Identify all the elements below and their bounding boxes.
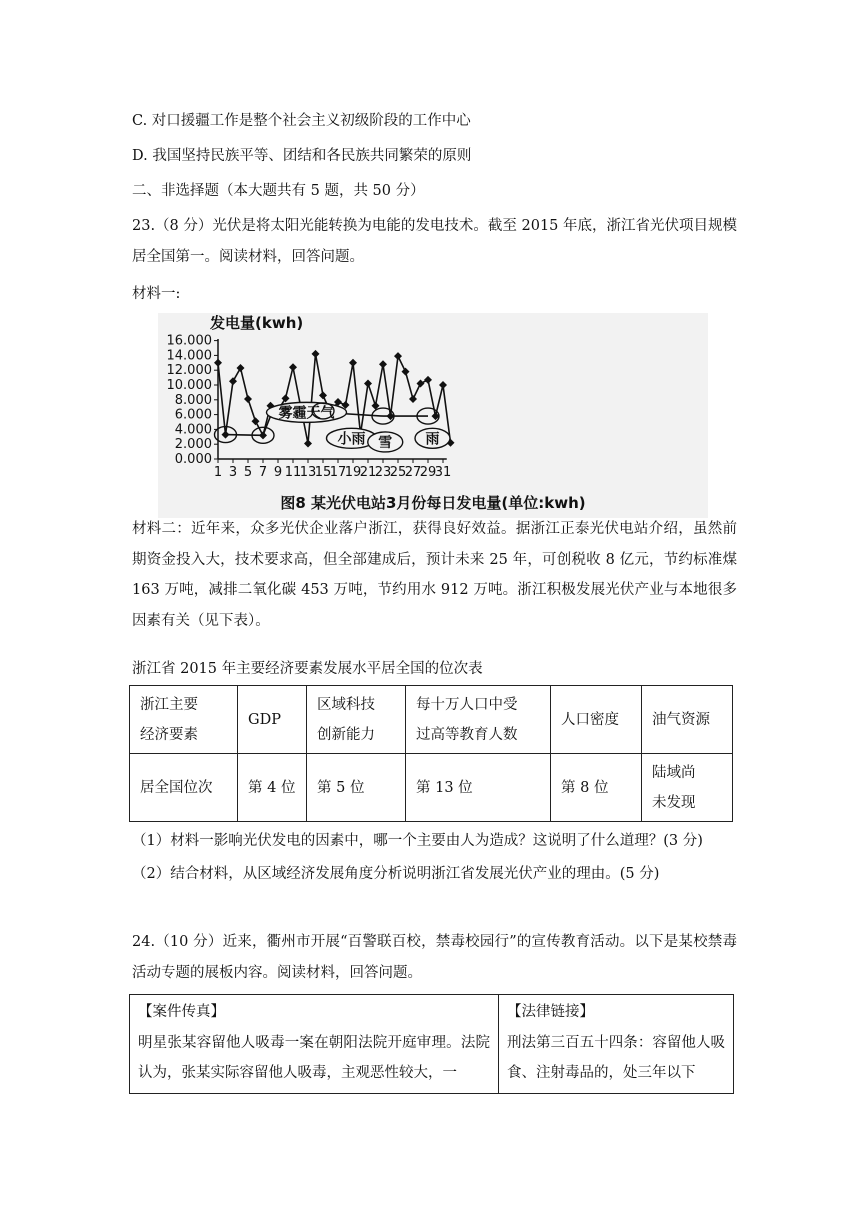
data-point xyxy=(424,376,432,384)
data-point xyxy=(289,363,297,371)
data-point xyxy=(304,439,312,447)
y-tick-label: 6.000 xyxy=(174,407,212,423)
option-c: C. 对口援疆工作是整个社会主义初级阶段的工作中心 xyxy=(132,113,471,129)
x-tick-label: 1 xyxy=(213,465,223,480)
cell-text: 浙江主要 经济要素 xyxy=(140,696,198,743)
question-24-intro: 24.（10 分）近来，衢州市开展“百警联百校，禁毒校园行”的宣传教育活动。以下是某校禁毒活动专题的展板内容。阅读材料，回答问题。 xyxy=(132,934,737,981)
law-title: 【法律链接】 xyxy=(507,1004,594,1020)
data-point xyxy=(349,359,357,367)
row-cell xyxy=(642,754,733,822)
data-point xyxy=(409,395,417,403)
data-point xyxy=(244,395,252,403)
x-tick-label: 23 xyxy=(374,465,392,480)
y-tick-label: 16.000 xyxy=(166,333,212,349)
rank-table-row xyxy=(130,754,733,822)
x-tick-label: 17 xyxy=(329,465,347,480)
x-tick-label: 13 xyxy=(299,465,317,480)
row-cell xyxy=(406,754,551,822)
weather-label: 雾霾天气 xyxy=(278,405,335,422)
case-table xyxy=(129,994,734,1094)
case-cell xyxy=(130,995,499,1094)
x-tick-label: 5 xyxy=(243,465,253,480)
data-point xyxy=(439,381,447,389)
chart-caption: 图8 某光伏电站3月份每日发电量(单位:kwh) xyxy=(280,494,586,512)
cell-text: 第 8 位 xyxy=(561,779,609,796)
x-tick-label: 21 xyxy=(359,465,377,480)
data-point xyxy=(319,391,327,399)
x-tick-label: 19 xyxy=(344,465,362,480)
row-cell xyxy=(238,754,307,822)
y-tick-label: 4.000 xyxy=(174,422,212,438)
data-point xyxy=(312,350,320,358)
cell-text: 陆域尚 未发现 xyxy=(652,764,696,811)
y-tick-label: 14.000 xyxy=(166,348,212,364)
data-point xyxy=(394,352,402,360)
x-tick-label: 25 xyxy=(389,465,407,480)
case-body: 明星张某容留他人吸毒一案在朝阳法院开庭审理。法院认为，张某实际容留他人吸毒，主观恶性较大，一 xyxy=(138,1034,490,1081)
question-23-part-1: （1）材料一影响光伏发电的因素中，哪一个主要由人为造成？这说明了什么道理？(3 分) xyxy=(132,833,703,849)
y-tick-label: 0.000 xyxy=(174,452,212,467)
data-point xyxy=(282,394,290,402)
data-point xyxy=(402,368,410,376)
rank-table xyxy=(129,685,733,822)
y-tick-label: 8.000 xyxy=(174,392,212,408)
weather-label: 雨 xyxy=(425,431,440,448)
cell-text: 第 4 位 xyxy=(248,779,296,796)
row-cell xyxy=(307,754,406,822)
data-point xyxy=(364,380,372,388)
data-point xyxy=(229,377,237,385)
x-tick-label: 11 xyxy=(284,465,302,480)
data-point xyxy=(417,380,425,388)
rank-table-header xyxy=(130,686,733,754)
y-axis-label: 发电量(kwh) xyxy=(210,314,304,332)
cell-text: 区域科技 创新能力 xyxy=(317,696,375,743)
material-1-label: 材料一: xyxy=(132,286,181,302)
header-cell xyxy=(642,686,733,754)
y-tick-label: 2.000 xyxy=(174,437,212,453)
header-cell xyxy=(551,686,642,754)
question-23-intro: 23.（8 分）光伏是将太阳光能转换为电能的发电技术。截至 2015 年底，浙江省光伏项目规模居全国第一。阅读材料，回答问题。 xyxy=(132,218,738,265)
law-body: 刑法第三百五十四条：容留他人吸食、注射毒品的，处三年以下 xyxy=(507,1034,725,1081)
x-tick-label: 31 xyxy=(434,465,452,480)
data-point xyxy=(252,417,260,425)
data-point xyxy=(214,359,222,367)
x-tick-label: 3 xyxy=(228,465,238,480)
data-point xyxy=(379,360,387,368)
x-tick-label: 9 xyxy=(273,465,283,480)
x-tick-label: 29 xyxy=(419,465,437,480)
x-tick-label: 15 xyxy=(314,465,332,480)
header-cell xyxy=(406,686,551,754)
weather-label: 雪 xyxy=(378,434,393,451)
cell-text: 居全国位次 xyxy=(140,779,213,796)
row-cell xyxy=(130,754,238,822)
cell-text: 第 13 位 xyxy=(416,779,473,796)
cell-text: 第 5 位 xyxy=(317,779,365,796)
cell-text: GDP xyxy=(248,711,281,728)
material-2: 材料二：近年来，众多光伏企业落户浙江，获得良好效益。据浙江正泰光伏电站介绍，虽然前期资金投入大，技术要求高，但全部建成后，预计未来 25 年，可创税收 8 亿元，节约标准煤 163 万吨，减排二氧化碳 453 万吨，节约用水 912 万吨。浙江积极发展光伏产业与本地很多因素有关（见下表）。 xyxy=(132,521,737,629)
section-heading: 二、非选择题（本大题共有 5 题，共 50 分） xyxy=(132,183,425,199)
question-23-part-2: （2）结合材料，从区域经济发展角度分析说明浙江省发展光伏产业的理由。(5 分) xyxy=(132,866,660,882)
y-tick-label: 10.000 xyxy=(166,378,212,393)
cell-text: 每十万人口中受 过高等教育人数 xyxy=(416,696,518,743)
data-point xyxy=(237,364,245,372)
option-d: D. 我国坚持民族平等、团结和各民族共同繁荣的原则 xyxy=(132,148,472,164)
header-cell xyxy=(130,686,238,754)
weather-label: 小雨 xyxy=(337,431,366,448)
header-cell xyxy=(238,686,307,754)
table-caption: 浙江省 2015 年主要经济要素发展水平居全国的位次表 xyxy=(132,661,483,677)
data-point xyxy=(222,431,230,439)
law-cell xyxy=(499,995,734,1094)
cell-text: 人口密度 xyxy=(561,711,619,728)
case-title: 【案件传真】 xyxy=(138,1004,225,1020)
x-tick-label: 7 xyxy=(258,465,268,480)
chart-svg xyxy=(158,313,708,518)
y-tick-label: 12.000 xyxy=(166,363,212,379)
power-generation-chart xyxy=(158,313,708,518)
header-cell xyxy=(307,686,406,754)
case-table-row xyxy=(130,995,734,1094)
cell-text: 油气资源 xyxy=(652,711,710,728)
row-cell xyxy=(551,754,642,822)
x-tick-label: 27 xyxy=(404,465,422,480)
data-point xyxy=(259,431,267,439)
